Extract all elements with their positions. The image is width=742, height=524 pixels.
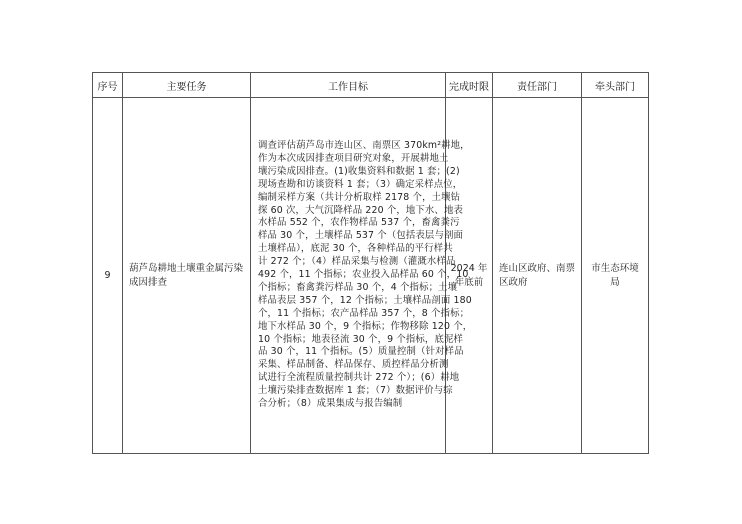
goal-line: 水样品 552 个，农作物样品 537 个，畜禽粪污 — [258, 217, 460, 229]
goal-line: 10 个指标；地表径流 30 个，9 个指标，底泥样 — [258, 333, 464, 345]
goal-line: 合分析；（8）成果集成与报告编制 — [258, 398, 403, 410]
goal-line: 492 个，11 个指标；农业投入品样品 60 个，10 — [258, 269, 469, 281]
goal-line: 样品表层 357 个，12 个指标；土壤样品剖面 180 — [258, 294, 472, 306]
goal-line: 试进行全流程质量控制共计 272 个）；(6）耕地 — [258, 372, 460, 384]
goal-line: 土壤样品），底泥 30 个，各种样品的平行样共 — [258, 243, 453, 255]
goal-line: 调查评估葫芦岛市连山区、南票区 370km²耕地， — [258, 139, 470, 151]
header-responsible: 责任部门 — [493, 73, 582, 98]
row-task: 葫芦岛耕地土壤重金属污染成因排查 — [123, 98, 251, 454]
goal-line: 采集、样品制备、样品保存、质控样品分析测 — [258, 359, 449, 371]
header-goal: 工作目标 — [251, 73, 446, 98]
goal-line: 作为本次成因排查项目研究对象，开展耕地土 — [258, 152, 449, 164]
header-number: 序号 — [93, 73, 123, 98]
goal-line: 个，11 个指标；农产品样品 357 个，8 个指标； — [258, 307, 470, 319]
goal-line: 计 272 个；（4）样品采集与检测（灌溉水样品 — [258, 256, 456, 268]
deadline-line: 年底前 — [454, 276, 484, 288]
header-lead: 牵头部门 — [582, 73, 649, 98]
goal-line: 壤污染成因排查。(1)收集资料和数据 1 套；(2) — [258, 165, 460, 177]
goal-line: 现场查勘和访谈资料 1 套；（3）确定采样点位， — [258, 178, 463, 190]
header-task: 主要任务 — [123, 73, 251, 98]
goal-line: 编制采样方案（共计分析取样 2178 个，土壤钻 — [258, 191, 461, 203]
deadline-line: 2024 年 — [450, 262, 488, 274]
row-number: 9 — [93, 98, 123, 454]
row-lead: 市生态环境局 — [582, 98, 649, 454]
header-row — [93, 73, 649, 98]
goal-line: 品 30 个，11 个指标。(5）质量控制（针对样品 — [258, 346, 464, 358]
table-row — [93, 98, 649, 454]
goal-line: 探 60 次，大气沉降样品 220 个，地下水、地表 — [258, 204, 464, 216]
goal-line: 土壤污染排查数据库 1 套；（7）数据评价与综 — [258, 385, 453, 397]
row-responsible: 连山区政府、南票区政府 — [493, 98, 582, 454]
goal-line: 个指标；畜禽粪污样品 30 个，4 个指标；土壤 — [258, 281, 458, 293]
task-table — [92, 72, 649, 454]
header-deadline: 完成时限 — [446, 73, 493, 98]
goal-line: 样品 30 个，土壤样品 537 个（包括表层与剖面 — [258, 230, 464, 242]
goal-line: 地下水样品 30 个，9 个指标；作物移除 120 个， — [258, 320, 473, 332]
